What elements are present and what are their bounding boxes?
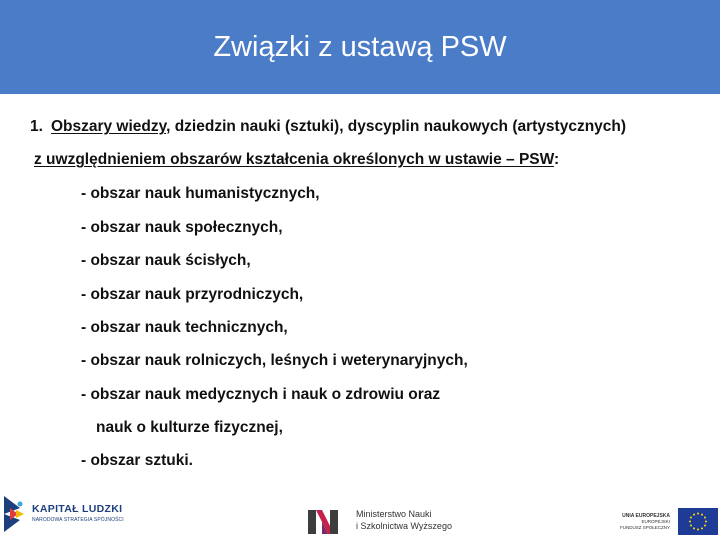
ministry-line-2: i Szkolnictwa Wyższego — [356, 521, 452, 531]
list-item: - obszar nauk rolniczych, leśnych i weterynaryjnych, — [81, 352, 468, 369]
kl-subtitle: NARODOWA STRATEGIA SPÓJNOŚCI — [32, 517, 124, 523]
footer-logos — [0, 492, 720, 540]
list-item: nauk o kulturze fizycznej, — [96, 419, 283, 436]
eu-flag-icon — [678, 508, 718, 535]
list-item: - obszar sztuki. — [81, 452, 193, 469]
point-text-end: : — [553, 151, 560, 168]
kapital-ludzki-logo-icon — [4, 496, 26, 530]
list-item: - obszar nauk ścisłych, — [81, 252, 251, 269]
list-item: - obszar nauk społecznych, — [81, 219, 283, 236]
point-number: 1. — [30, 118, 43, 135]
slide-title: Związki z ustawą PSW — [213, 30, 507, 63]
eu-line-3: FUNDUSZ SPOŁECZNY — [620, 524, 671, 530]
list-item: - obszar nauk medycznych i nauk o zdrowiu oraz — [81, 386, 441, 403]
point-text: , dziedzin nauki (sztuki), dyscyplin naukowych (artystycznych) — [166, 118, 627, 135]
list-item: - obszar nauk humanistycznych, — [81, 185, 320, 202]
ministry-logo — [308, 506, 452, 534]
ministry-logo-icon — [308, 506, 348, 534]
ministry-line-1: Ministerstwo Nauki — [356, 509, 432, 519]
kl-title: KAPITAŁ LUDZKI — [32, 503, 123, 515]
eu-logo — [620, 508, 718, 535]
underlined-phrase: z uwzględnieniem obszarów kształcenia określonych w ustawie – PSW — [34, 151, 554, 168]
kapital-ludzki-logo — [4, 496, 124, 530]
underlined-term: Obszary wiedzy — [50, 118, 167, 135]
title-bar — [0, 0, 720, 94]
eu-line-2: EUROPEJSKI — [641, 518, 671, 524]
list-item: - obszar nauk technicznych, — [81, 319, 288, 336]
point-line-2 — [34, 151, 559, 169]
point-line-1 — [30, 118, 626, 136]
list-item: - obszar nauk przyrodniczych, — [81, 286, 304, 303]
eu-line-1: UNIA EUROPEJSKA — [622, 512, 671, 519]
